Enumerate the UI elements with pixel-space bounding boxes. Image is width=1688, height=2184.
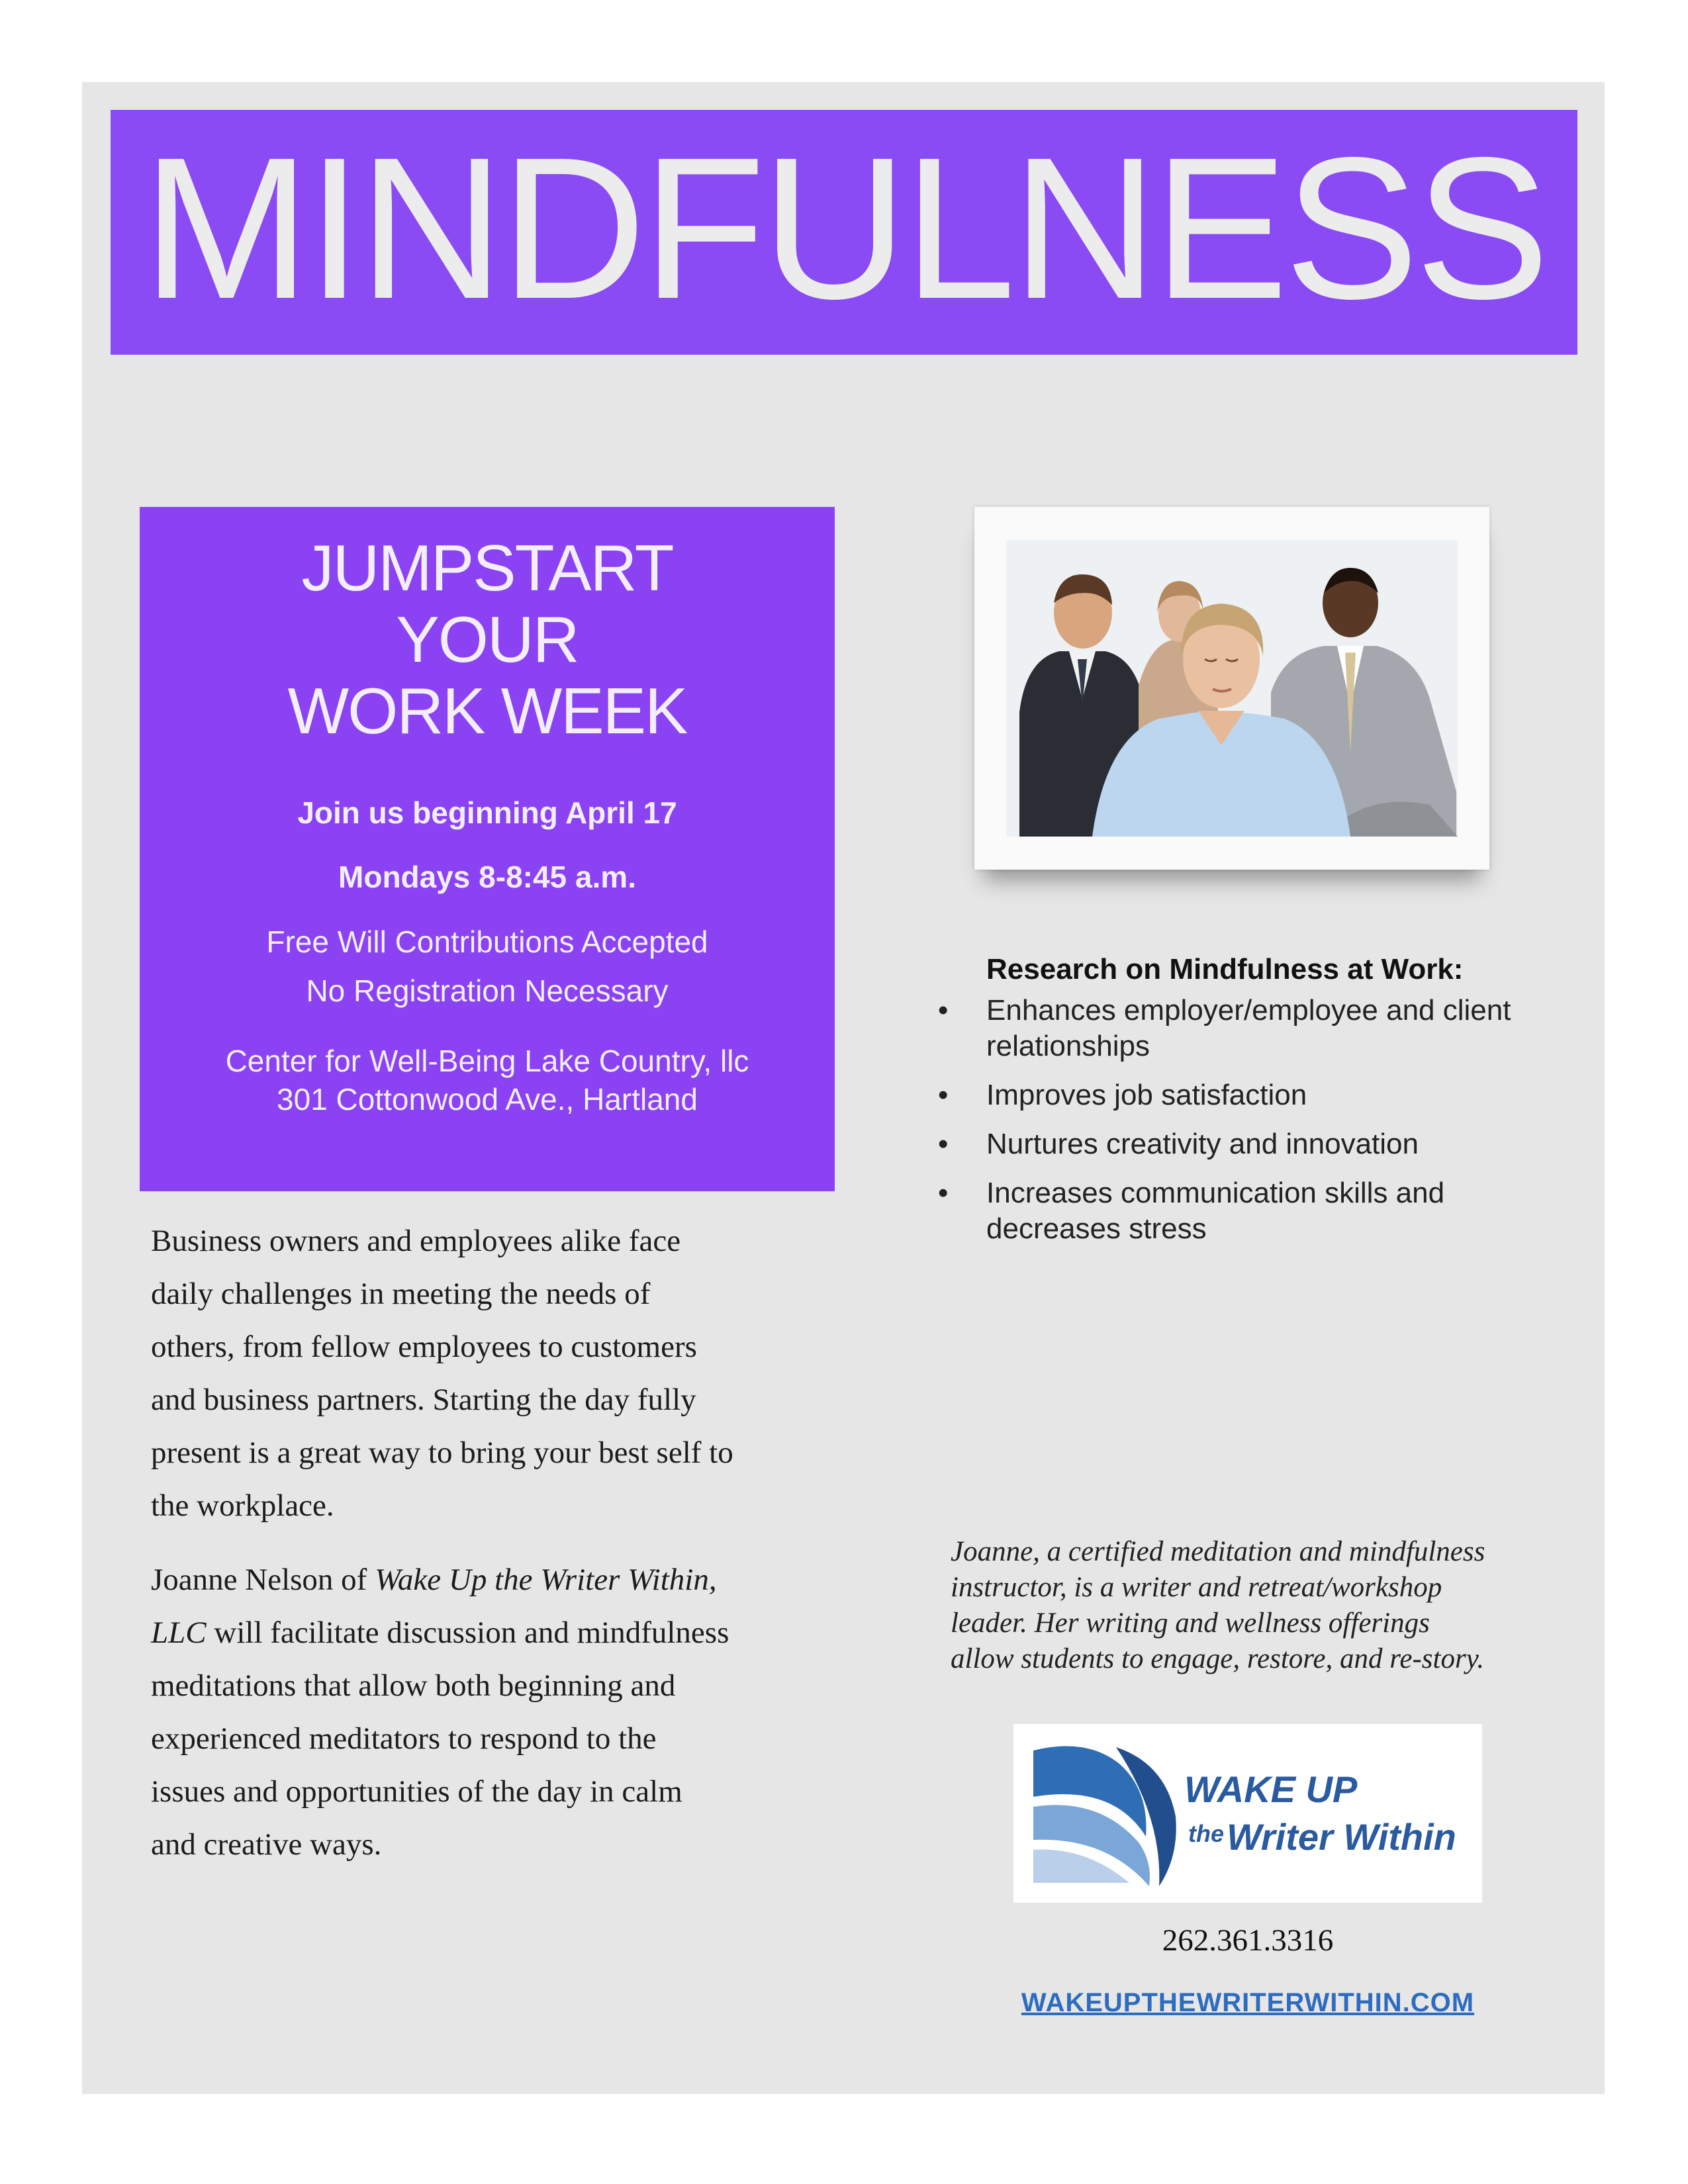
phone-number: 262.361.3316: [1162, 1923, 1334, 1958]
logo-line-1: WAKE UP: [1184, 1768, 1358, 1810]
company-logo: [1013, 1724, 1482, 1903]
people-meditating-illustration: [1006, 540, 1458, 837]
schedule: Mondays 8-8:45 a.m.: [338, 860, 636, 894]
headline-line-1: JUMPSTART: [301, 531, 673, 604]
body-paragraph-1: Business owners and employees alike face daily challenges in meeting the needs of others, from fellow employees to customers and business partners. Starting the day fully present is a great way to bring your best self to the workplace.: [151, 1224, 733, 1523]
instructor-bio: Joanne, a certified meditation and mindfulness instructor, is a writer and retreat/workshop leader. Her writing and wellness offerings allow students to engage, restore, and re-story.: [951, 1536, 1485, 1674]
start-date: Join us beginning April 17: [297, 796, 677, 830]
promo-headline: [140, 532, 835, 747]
venue-name: Center for Well-Being Lake Country, llc: [225, 1044, 749, 1078]
photo-frame: [974, 507, 1489, 870]
logo-the: the: [1188, 1820, 1224, 1847]
list-item: • Nurtures creativity and innovation: [933, 1126, 1542, 1162]
research-list: [933, 993, 1542, 1260]
headline-line-3: WORK WEEK: [287, 674, 687, 747]
list-item: • Improves job satisfaction: [933, 1077, 1542, 1113]
contributions-note: Free Will Contributions Accepted: [266, 925, 708, 959]
headline-line-2: YOUR: [396, 603, 579, 676]
logo-line-2: Writer Within: [1227, 1816, 1456, 1858]
research-heading: Research on Mindfulness at Work:: [986, 953, 1464, 985]
company-name: Wake Up the Writer Within,: [375, 1563, 717, 1597]
bullet-icon: •: [938, 994, 949, 1026]
bullet-icon: •: [938, 1128, 949, 1160]
registration-note: No Registration Necessary: [306, 974, 669, 1008]
website-link[interactable]: WAKEUPTHEWRITERWITHIN.COM: [1021, 1988, 1475, 2017]
bullet-icon: •: [938, 1177, 949, 1209]
list-item: • Increases communication skills and decreases stress: [938, 1177, 1445, 1245]
wave-logo-icon: [1013, 1724, 1482, 1903]
title-banner: [111, 110, 1577, 355]
event-info-box: [140, 507, 835, 1191]
body-paragraph-2: Joanne Nelson of Wake Up the Writer Within, LLC will facilitate discussion and mindfulness meditations that allow both beginning and experienced meditators to respond to the issues and opportunities of the day in calm and creative ways.: [151, 1563, 729, 1862]
bullet-icon: •: [938, 1079, 949, 1111]
venue-address: 301 Cottonwood Ave., Hartland: [277, 1082, 698, 1116]
meditation-photo: [1006, 540, 1458, 837]
list-item: • Enhances employer/employee and client relationships: [938, 994, 1511, 1062]
page-title: MINDFULNESS: [142, 114, 1546, 341]
